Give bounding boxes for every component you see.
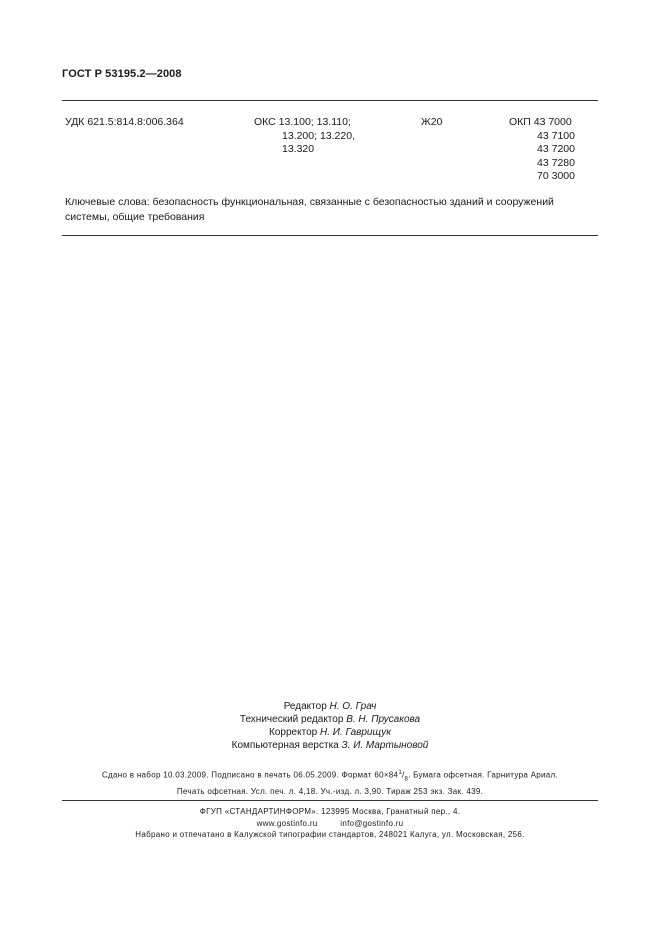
credits-block <box>160 700 500 752</box>
zh-code: Ж20 <box>421 116 443 128</box>
printing-house: Набрано и отпечатано в Калужской типографии стандартов, 248021 Калуга, ул. Московская, 256. <box>135 830 525 839</box>
oks-line: 13.320 <box>282 143 315 155</box>
okp-codes <box>509 116 575 184</box>
credit-proofreader: Корректор Н. И. Гаврищук <box>269 727 391 738</box>
print-imprint <box>62 768 598 797</box>
keywords-divider <box>62 235 598 236</box>
oks-line: 13.200; 13.220, <box>282 129 355 142</box>
udk-code: УДК 621.5:814.8:006.364 <box>65 116 184 128</box>
top-divider <box>62 100 598 101</box>
publisher-contacts <box>62 818 598 830</box>
okp-line: 43 7200 <box>537 143 575 155</box>
credit-layout: Компьютерная верстка З. И. Мартыновой <box>231 740 429 751</box>
okp-line: ОКП 43 7000 <box>509 116 572 128</box>
okp-line: 43 7280 <box>537 156 575 169</box>
credit-tech-editor: Технический редактор В. Н. Прусакова <box>239 714 421 725</box>
keywords: Ключевые слова: безопасность функциональная, связанные с безопасностью зданий и сооружений системы, общие требования <box>65 196 554 223</box>
document-title: ГОСТ Р 53195.2—2008 <box>62 68 182 80</box>
publisher-address: ФГУП «СТАНДАРТИНФОРМ». 123995 Москва, Гранатный пер., 4. <box>199 807 461 816</box>
publisher-website: www.gostinfo.ru <box>256 818 318 828</box>
imprint-line-1: Сдано в набор 10.03.2009. Подписано в печать 06.05.2009. Формат $60\times 84^1/_8$. Бумага офсетная. Гарнитура Ариал. <box>101 770 558 783</box>
imprint-divider <box>62 800 598 801</box>
imprint-line-2: Печать офсетная. Усл. печ. л. 4,18. Уч.-изд. л. 3,90. Тираж 253 экз. Зак. 439. <box>176 786 484 796</box>
publisher-block <box>62 806 598 841</box>
oks-line: ОКС 13.100; 13.110; <box>254 116 351 128</box>
oks-codes <box>254 116 355 157</box>
credit-editor: Редактор Н. О. Грач <box>283 701 377 712</box>
publisher-email: info@gostinfo.ru <box>340 818 404 828</box>
okp-line: 43 7100 <box>537 129 575 142</box>
okp-line: 70 3000 <box>537 170 575 182</box>
